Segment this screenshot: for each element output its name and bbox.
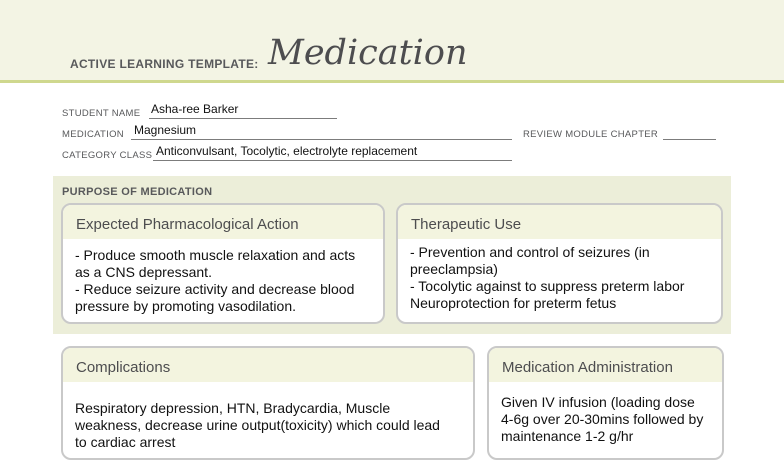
page-title: Medication <box>268 33 468 73</box>
category-class-label: CATEGORY CLASS <box>62 150 153 161</box>
administration-card <box>487 346 724 460</box>
complications-title: Complications <box>76 359 171 376</box>
therapeutic-use-card <box>396 203 723 324</box>
student-name-label: STUDENT NAME <box>62 108 141 119</box>
therapeutic-use-line: - Tocolytic against to suppress preterm labor <box>410 278 685 294</box>
expected-action-line: as a CNS depressant. <box>75 264 212 280</box>
therapeutic-use-line: - Prevention and control of seizures (in <box>410 244 650 260</box>
therapeutic-use-line: Neuroprotection for preterm fetus <box>410 295 617 311</box>
medication-field[interactable]: Magnesium <box>134 123 197 137</box>
purpose-title: PURPOSE OF MEDICATION <box>62 186 213 198</box>
expected-action-card <box>61 203 385 324</box>
expected-action-line: - Produce smooth muscle relaxation and acts <box>75 247 356 263</box>
therapeutic-use-line: preeclampsia) <box>410 261 498 277</box>
complications-line: to cardiac arrest <box>75 434 176 450</box>
student-name-field[interactable]: Asha-ree Barker <box>151 102 239 116</box>
administration-line: Given IV infusion (loading dose <box>501 394 695 410</box>
expected-action-title: Expected Pharmacological Action <box>76 216 299 233</box>
therapeutic-use-title: Therapeutic Use <box>411 216 522 233</box>
expected-action-text[interactable] <box>75 247 373 315</box>
administration-line: maintenance 1-2 g/hr <box>501 428 634 444</box>
administration-title: Medication Administration <box>502 359 673 376</box>
complications-card <box>61 346 475 460</box>
administration-text[interactable] <box>501 394 712 445</box>
complications-text[interactable] <box>75 400 463 451</box>
complications-line: weakness, decrease urine output(toxicity) which could lead <box>75 417 440 433</box>
header-divider <box>0 80 784 83</box>
therapeutic-use-text[interactable] <box>410 244 711 312</box>
expected-action-line: - Reduce seizure activity and decrease blood <box>75 281 355 297</box>
template-label: ACTIVE LEARNING TEMPLATE: <box>70 57 259 71</box>
expected-action-line: pressure by promoting vasodilation. <box>75 298 297 314</box>
category-class-field[interactable]: Anticonvulsant, Tocolytic, electrolyte replacement <box>156 144 418 158</box>
review-module-label: REVIEW MODULE CHAPTER <box>523 129 659 140</box>
medication-label: MEDICATION <box>62 129 124 140</box>
complications-line: Respiratory depression, HTN, Bradycardia, Muscle <box>75 400 391 416</box>
administration-line: 4-6g over 20-30mins followed by <box>501 411 704 427</box>
review-module-line <box>663 127 716 140</box>
